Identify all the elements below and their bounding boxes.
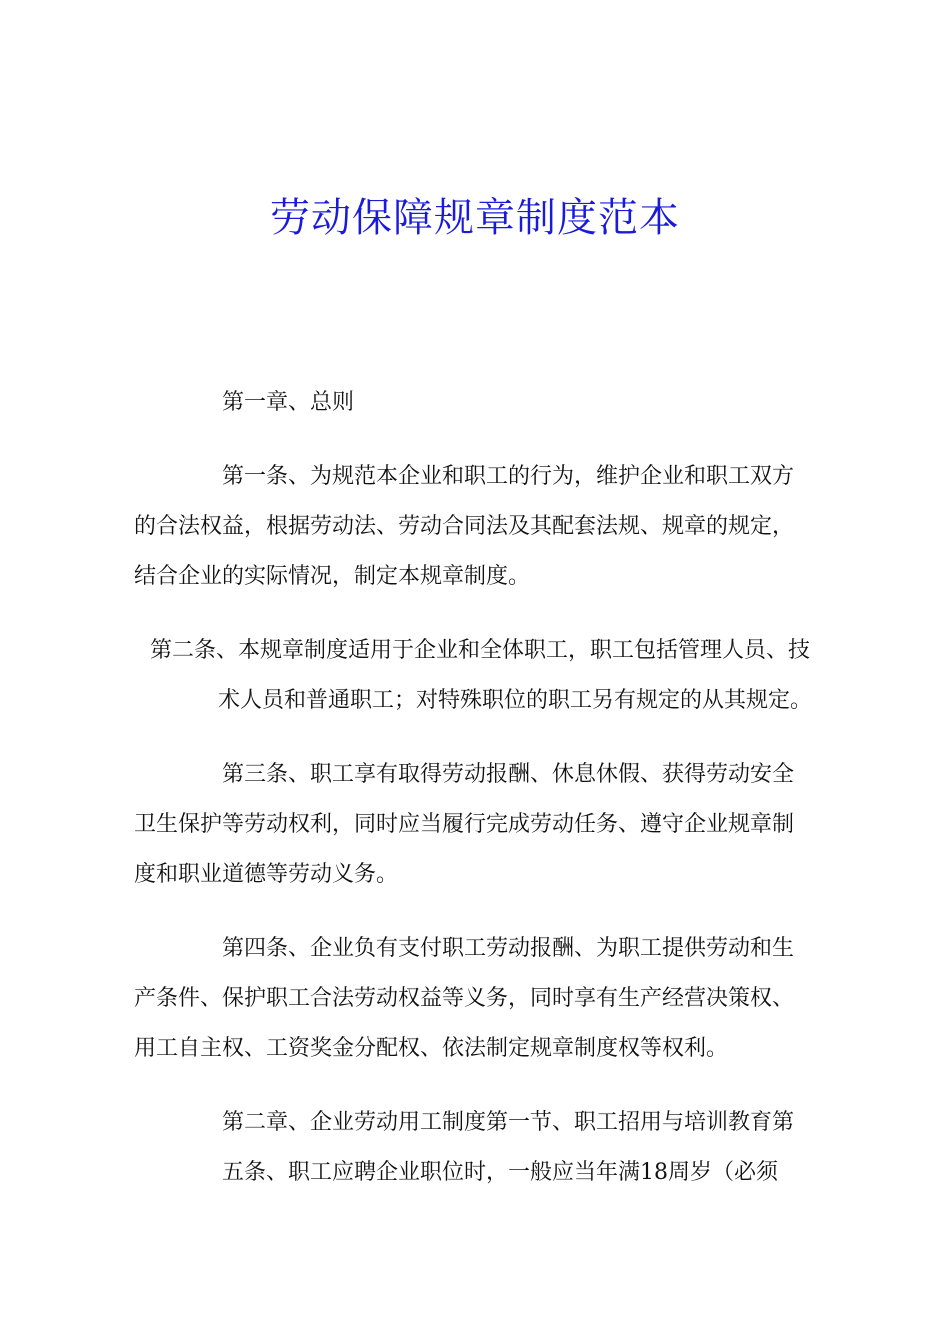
text-line: 第二章、企业劳动用工制度第一节、职工招用与培训教育第 [222, 1110, 795, 1135]
text-line: 产条件、保护职工合法劳动权益等义务，同时享有生产经营决策权、 [134, 986, 795, 1011]
text-line: 第二条、本规章制度适用于企业和全体职工，职工包括管理人员、技 [150, 638, 811, 663]
document-title: 劳动保障规章制度范本 [270, 195, 680, 241]
text-line: 用工自主权、工资奖金分配权、依法制定规章制度权等权利。 [134, 1036, 729, 1061]
text-line: 五条、职工应聘企业职位时，一般应当年满18周岁（必须 [222, 1160, 778, 1185]
text-line: 结合企业的实际情况，制定本规章制度。 [134, 564, 531, 589]
text-line: 第一条、为规范本企业和职工的行为，维护企业和职工双方 [222, 464, 795, 489]
text-line: 的合法权益，根据劳动法、劳动合同法及其配套法规、规章的规定， [134, 514, 795, 539]
text-line: 第三条、职工享有取得劳动报酬、休息休假、获得劳动安全 [222, 762, 795, 787]
text-line: 卫生保护等劳动权利，同时应当履行完成劳动任务、遵守企业规章制 [134, 812, 795, 837]
text-line: 度和职业道德等劳动义务。 [134, 862, 399, 887]
text-line: 第四条、企业负有支付职工劳动报酬、为职工提供劳动和生 [222, 936, 795, 961]
text-line: 术人员和普通职工；对特殊职位的职工另有规定的从其规定。 [218, 688, 813, 713]
text-line: 第一章、总则 [222, 390, 355, 415]
